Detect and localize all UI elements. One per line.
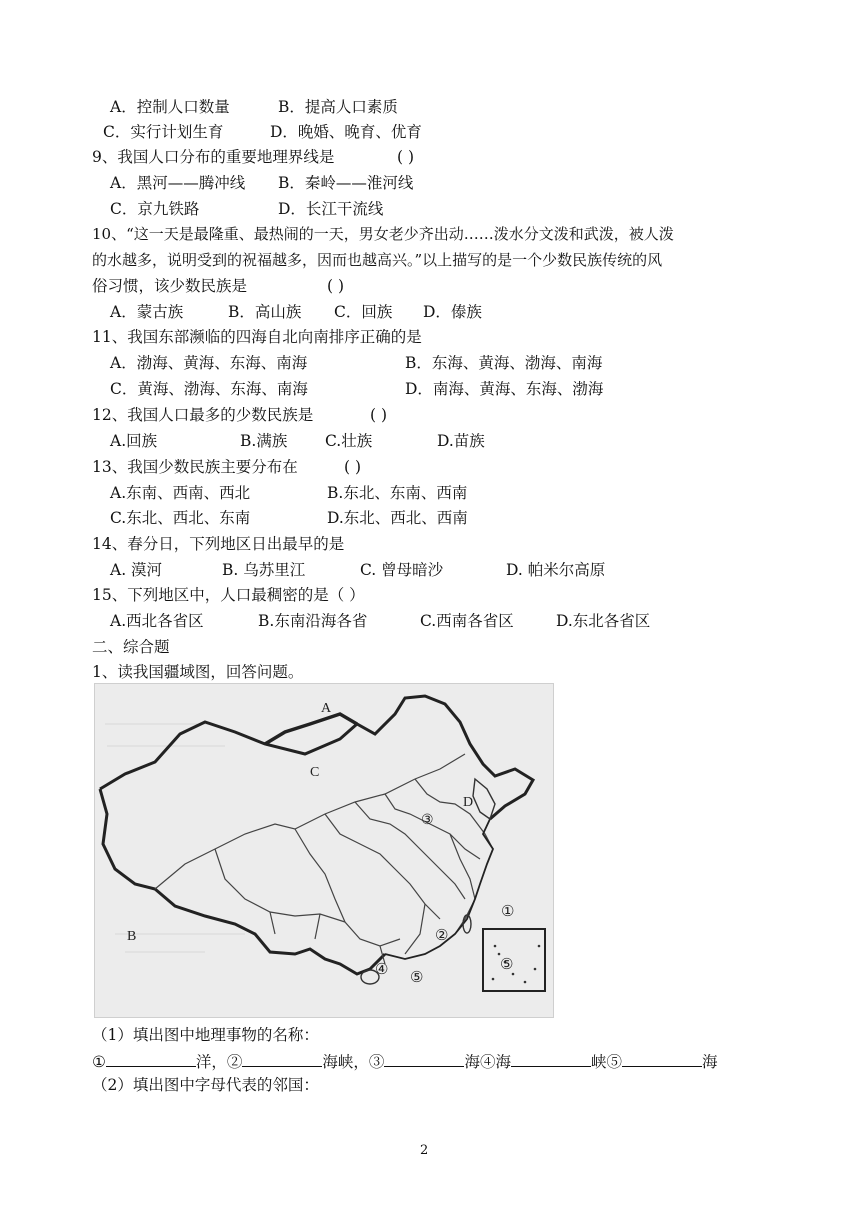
q8-option-c: C．实行计划生育 [103, 123, 224, 141]
sub1-unit-3: 海④海 [464, 1053, 511, 1071]
q14-option-c: C. 曾母暗沙 [360, 561, 444, 579]
q9-stem: 9、我国人口分布的重要地理界线是 [92, 148, 335, 166]
map-label-c: C [310, 765, 320, 780]
q8-option-a: A．控制人口数量 [110, 98, 230, 116]
map-graphic [95, 684, 553, 1017]
q13-option-b: B.东北、东南、西南 [327, 484, 468, 502]
map-label-a: A [321, 701, 332, 716]
q10-option-d: D．傣族 [423, 303, 482, 321]
q13-stem: 13、我国少数民族主要分布在 [92, 458, 298, 476]
sub1-stem: （1）填出图中地理事物的名称： [92, 1026, 319, 1044]
map-label-d: D [463, 795, 474, 810]
q11-stem: 11、我国东部濒临的四海自北向南排序正确的是 [92, 328, 422, 346]
q14-option-b: B. 乌苏里江 [222, 561, 306, 579]
q10-line-1: 10、“这一天是最隆重、最热闹的一天，男女老少齐出动……泼水分文泼和武泼，被人泼 [92, 225, 674, 243]
q11-option-a: A．渤海、黄海、东海、南海 [110, 354, 308, 372]
q12-option-a: A.回族 [110, 432, 158, 450]
q9-option-a: A．黑河——腾冲线 [110, 174, 246, 192]
q12-option-b: B.满族 [240, 432, 288, 450]
sub1-unit-4: 峡⑤ [590, 1053, 622, 1071]
sub1-unit-2: 海峡，③ [322, 1053, 385, 1071]
q13-option-a: A.东南、西南、西北 [110, 484, 251, 502]
q13-option-c: C.东北、西北、东南 [110, 509, 251, 527]
blank-3[interactable] [384, 1050, 464, 1067]
q11-option-b: B．东海、黄海、渤海、南海 [405, 354, 603, 372]
sub1-marker-1: ① [92, 1053, 106, 1071]
q15-stem: 15、下列地区中，人口最稠密的是（ ） [92, 586, 365, 604]
q8-option-b: B．提高人口素质 [278, 98, 398, 116]
map-label-4: ④ [375, 962, 389, 978]
map-label-b: B [127, 929, 137, 944]
q10-answer-paren: ( ) [327, 277, 345, 295]
q10-line-3: 俗习惯，该少数民族是 [92, 277, 248, 295]
page-number: 2 [420, 1143, 429, 1158]
sub2-stem: （2）填出图中字母代表的邻国： [92, 1076, 319, 1094]
section-2-title: 二、综合题 [92, 638, 170, 656]
q8-option-d: D．晚婚、晚育、优育 [270, 123, 422, 141]
blank-2[interactable] [242, 1050, 322, 1067]
q15-option-d: D.东北各省区 [556, 612, 651, 630]
blank-1[interactable] [106, 1050, 196, 1067]
map-label-5-inset: ⑤ [500, 957, 514, 973]
q10-option-a: A．蒙古族 [110, 303, 184, 321]
q9-option-c: C．京九铁路 [110, 200, 200, 218]
q14-stem: 14、春分日，下列地区日出最早的是 [92, 535, 345, 553]
q15-option-c: C.西南各省区 [420, 612, 514, 630]
map-label-3: ③ [421, 813, 434, 828]
q12-option-c: C.壮族 [325, 432, 373, 450]
blank-4[interactable] [511, 1050, 591, 1067]
q11-option-c: C．黄海、渤海、东海、南海 [110, 380, 308, 398]
map-label-1: ① [501, 904, 515, 920]
q9-option-b: B．秦岭——淮河线 [278, 174, 414, 192]
q14-option-d: D. 帕米尔高原 [506, 561, 606, 579]
sub1-unit-1: 洋，② [195, 1053, 243, 1071]
q15-option-b: B.东南沿海各省 [258, 612, 368, 630]
q9-answer-paren: ( ) [397, 148, 415, 166]
sub1-unit-5: 海 [701, 1053, 718, 1071]
q10-option-c: C．回族 [334, 303, 393, 321]
map-label-2: ② [435, 928, 449, 944]
q13-option-d: D.东北、西北、西南 [327, 509, 468, 527]
q10-line-2: 的水越多，说明受到的祝福越多，因而也越高兴。”以上描写的是一个少数民族传统的风 [92, 251, 663, 269]
q12-option-d: D.苗族 [437, 432, 485, 450]
q9-option-d: D．长江干流线 [278, 200, 384, 218]
sub1-fill-line [92, 1050, 717, 1072]
q13-answer-paren: ( ) [344, 458, 362, 476]
map-label-5: ⑤ [410, 970, 424, 986]
q15-option-a: A.西北各省区 [110, 612, 204, 630]
q14-option-a: A. 漠河 [110, 561, 163, 579]
q10-option-b: B．高山族 [228, 303, 302, 321]
china-territory-map [94, 683, 554, 1018]
q12-answer-paren: ( ) [370, 406, 388, 424]
q11-option-d: D．南海、黄海、东海、渤海 [405, 380, 604, 398]
blank-5[interactable] [622, 1050, 702, 1067]
q12-stem: 12、我国人口最多的少数民族是 [92, 406, 314, 424]
section-2-q1-stem: 1、读我国疆域图，回答问题。 [92, 663, 304, 681]
